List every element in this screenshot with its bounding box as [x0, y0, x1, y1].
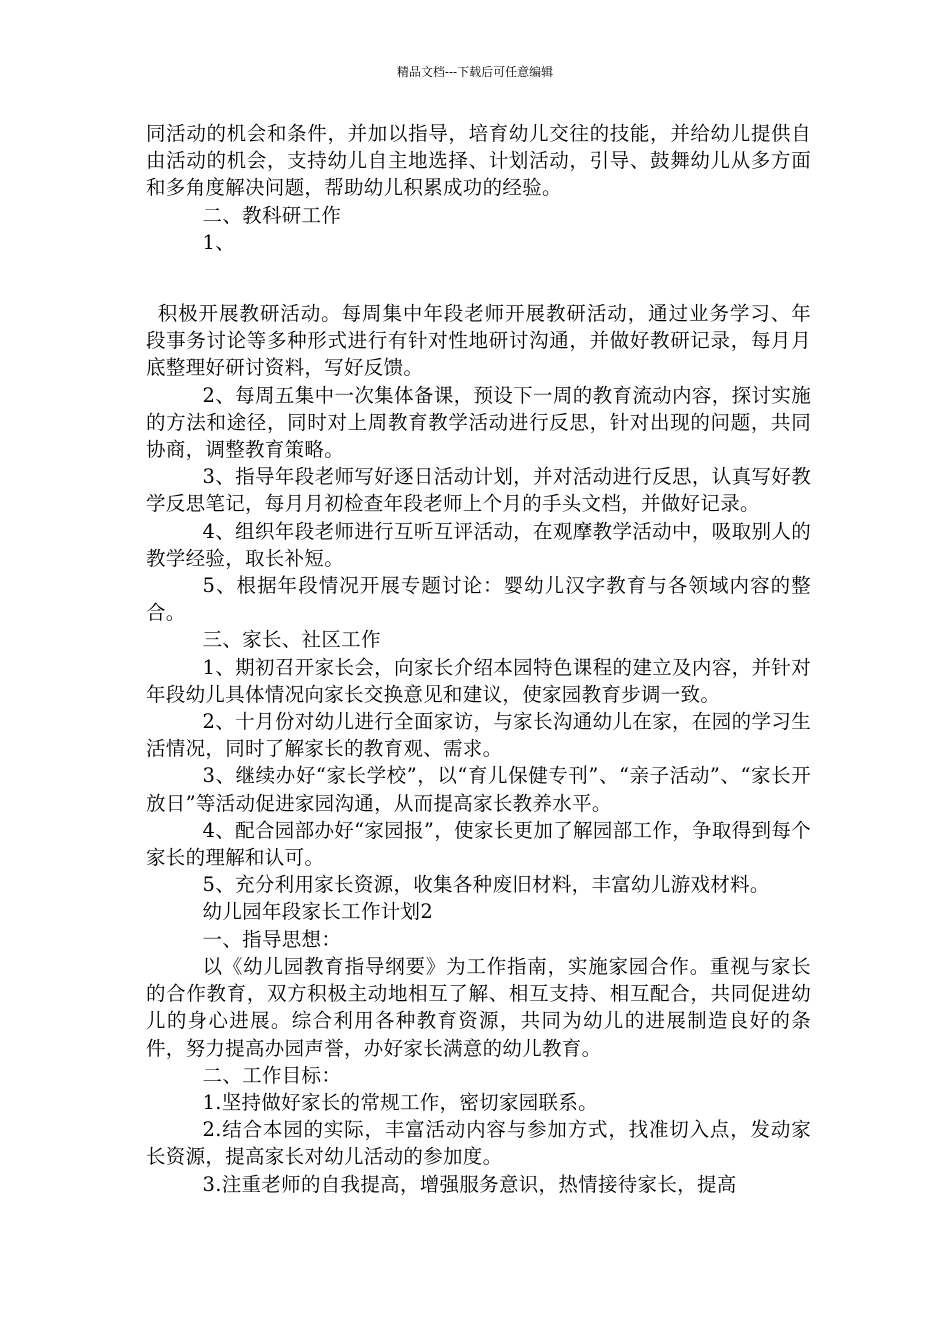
document-title: 幼儿园年段家长工作计划2: [202, 900, 434, 924]
spacer: [146, 256, 811, 300]
list-number: 1、: [202, 230, 236, 254]
section-heading: 一、指导思想：: [202, 927, 342, 951]
page-header: 精品文档---下载后可任意编辑: [396, 65, 554, 79]
paragraph: 5、根据年段情况开展专题讨论：婴幼儿汉字教育与各领域内容的整合。: [146, 574, 811, 625]
paragraph: 4、组织年段老师进行互听互评活动，在观摩教学活动中，吸取别人的教学经验，取长补短。: [146, 519, 811, 570]
paragraph: 积极开展教研活动。每周集中年段老师开展教研活动，通过业务学习、年段事务讨论等多种形式进行有针对性地研讨沟通，并做好教研记录，每月月底整理好研讨资料，写好反馈。: [146, 302, 811, 380]
paragraph: 5、充分利用家长资源，收集各种废旧材料，丰富幼儿游戏材料。: [202, 873, 770, 897]
document-body: [146, 120, 811, 1198]
section-heading: 二、工作目标：: [202, 1063, 342, 1087]
paragraph: 2、每周五集中一次集体备课，预设下一周的教育流动内容，探讨实施的方法和途径，同时对上周教育教学活动进行反思，针对出现的问题，共同协商，调整教育策略。: [146, 383, 811, 462]
section-heading: 三、家长、社区工作: [202, 628, 381, 652]
paragraph: 以《幼儿园教育指导纲要》为工作指南，实施家园合作。重视与家长的合作教育，双方积极主动地相互了解、相互支持、相互配合，共同促进幼儿的身心进展。综合利用各种教育资源，共同为幼儿的进展制造良好的条件，努力提高办园声誉，办好家长满意的幼儿教育。: [146, 954, 811, 1060]
paragraph: 3、指导年段老师写好逐日活动计划，并对活动进行反思，认真写好教学反思笔记，每月月初检查年段老师上个月的手头文档，并做好记录。: [146, 465, 811, 516]
paragraph: 3、继续办好“家长学校”，以“育儿保健专刊”、“亲子活动”、“家长开放日”等活动促进家园沟通，从而提高家长教养水平。: [146, 764, 811, 815]
paragraph: 同活动的机会和条件，并加以指导，培育幼儿交往的技能，并给幼儿提供自由活动的机会，支持幼儿自主地选择、计划活动，引导、鼓舞幼儿从多方面和多角度解决问题，帮助幼儿积累成功的经验。: [146, 122, 811, 200]
paragraph: 2、十月份对幼儿进行全面家访，与家长沟通幼儿在家，在园的学习生活情况，同时了解家长的教育观、需求。: [146, 710, 811, 761]
paragraph: 3.注重老师的自我提高，增强服务意识，热情接待家长，提高: [202, 1172, 737, 1196]
paragraph: 1.坚持做好家长的常规工作，密切家园联系。: [202, 1090, 598, 1114]
paragraph: 2.结合本园的实际，丰富活动内容与参加方式，找准切入点，发动家长资源，提高家长对幼儿活动的参加度。: [146, 1118, 811, 1169]
paragraph: 4、配合园部办好“家园报”，使家长更加了解园部工作，争取得到每个家长的理解和认可。: [146, 818, 811, 870]
section-heading: 二、教科研工作: [202, 203, 342, 227]
paragraph: 1、期初召开家长会，向家长介绍本园特色课程的建立及内容，并针对年段幼儿具体情况向家长交换意见和建议，使家园教育步调一致。: [146, 655, 811, 706]
